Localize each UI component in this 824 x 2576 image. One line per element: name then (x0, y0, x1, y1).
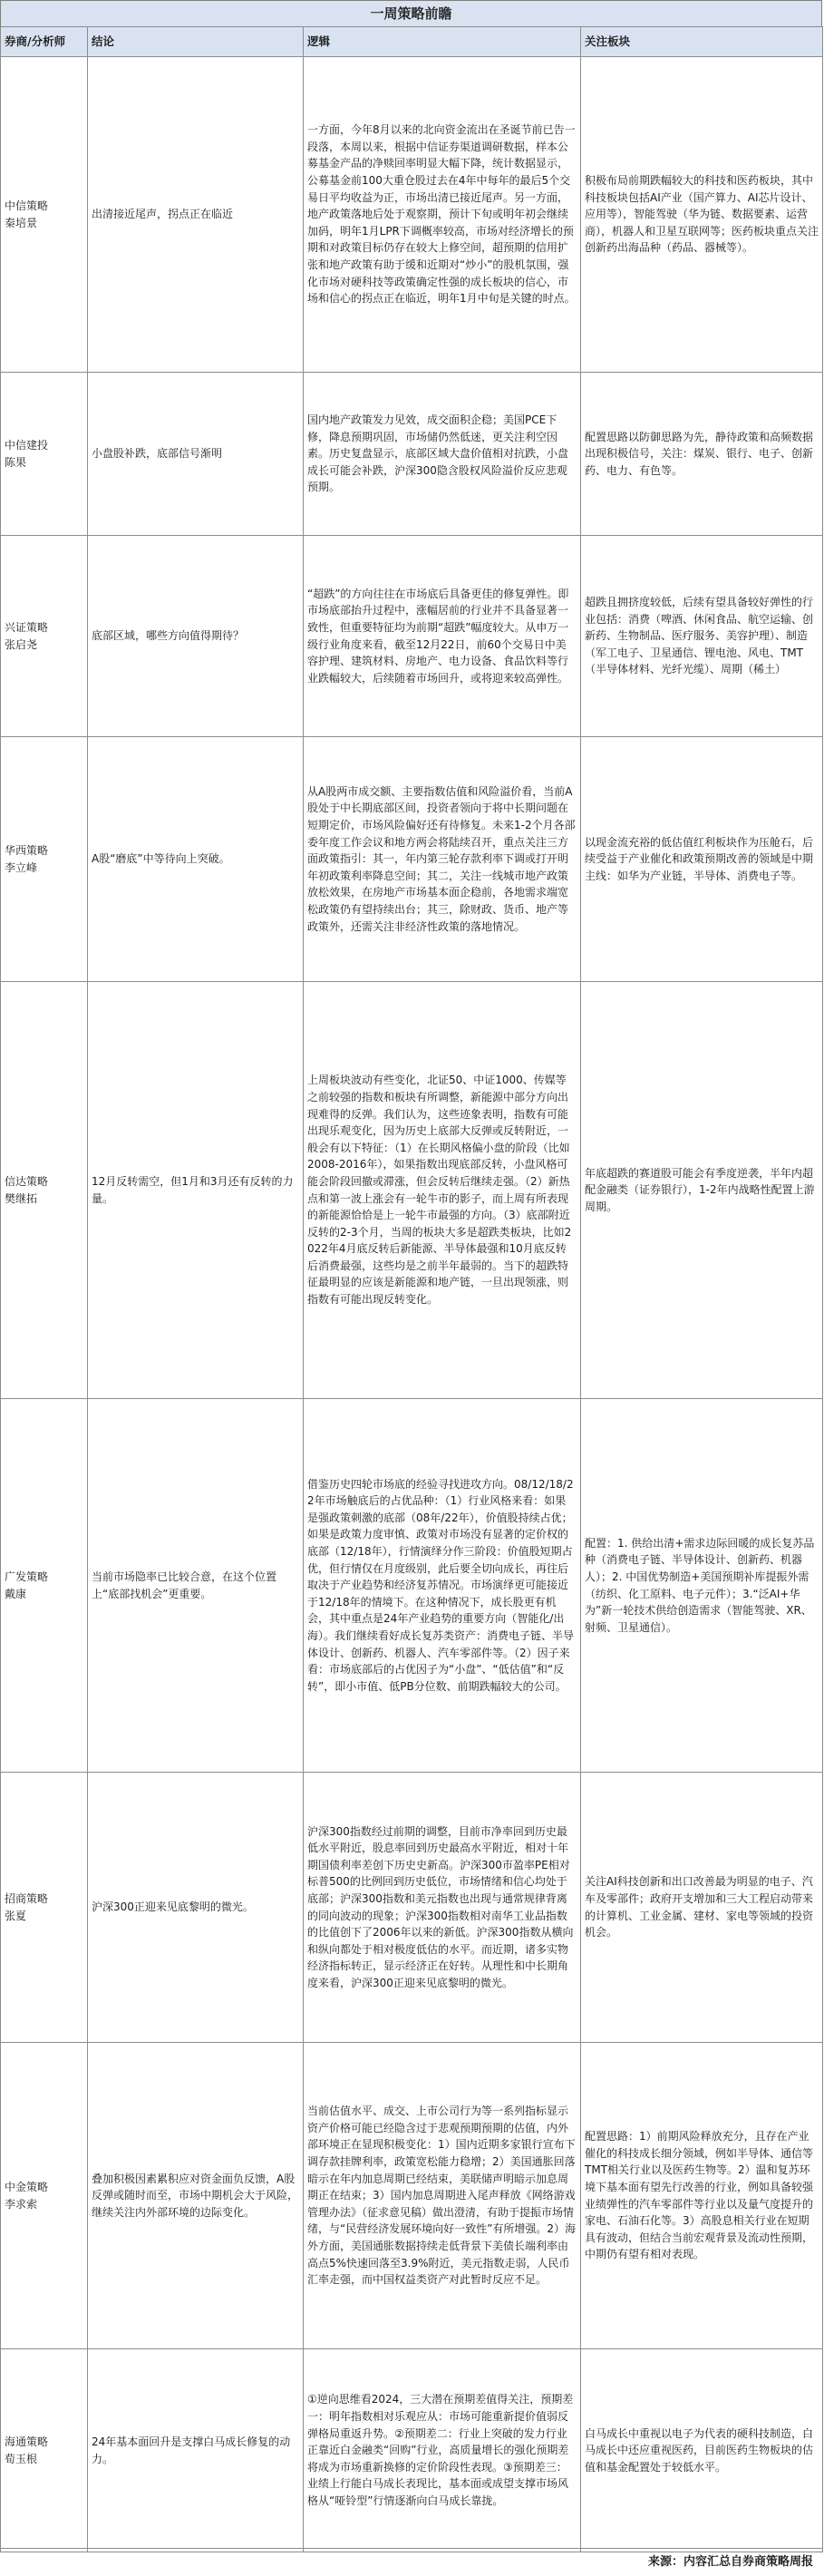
broker-cell: 招商策略 张夏 (1, 1773, 88, 2043)
focus-cell: 关注AI科技创新和出口改善最为明显的电子、汽车及零部件；政府开支增加和三大工程启动带来的计算机、工业金属、建材、家电等领域的投资机会。 (581, 1773, 823, 2043)
broker-cell: 华西策略 李立峰 (1, 737, 88, 982)
logic-cell: 上周板块波动有些变化，北证50、中证1000、传媒等之前较强的指数和板块有所调整，新能源中部分方向出现难得的反弹。我们认为，这些迹象表明，指数有可能出现乐观变化，因为历史上底部大反弹或反转附近，一般会有以下特征：（1）在长期风格偏小盘的阶段（比如2008-2016年），如果指数出现底部反转，小盘风格可能会阶段回撤或滞涨，但会反转后继续走强。（2）新热点和第一波上涨会有一轮牛市的影子，而上周有所表现的新能源恰恰是上一轮牛市最强的方向。（3）底部附近反转的2-3个月，当周的板块大多是超跌类板块，比如2022年4月底反转后新能源、半导体最强和10月底反转后消费最强，这些均是之前半年最弱的。当下的超跌特征最明显的应该是新能源和地产链，一旦出现领涨，则指数有可能出现反转变化。 (304, 982, 581, 1399)
table-row (1, 2349, 823, 2552)
conclusion-cell: 24年基本面回升是支撑白马成长修复的动力。 (88, 2349, 304, 2552)
broker-cell: 中金策略 李求索 (1, 2043, 88, 2349)
focus-cell: 超跌且拥挤度较低，后续有望具备较好弹性的行业包括：消费（啤酒、休闲食品、航空运输、创新药、生物制品、医疗服务、美容护理）、制造（军工电子、卫星通信、锂电池、风电、TMT（半导体材料、光纤光缆）、周期（稀土） (581, 536, 823, 737)
focus-cell: 白马成长中重视以电子为代表的硬科技制造，白马成长中还应重视医药，目前医药生物板块的估值和基金配置处于较低水平。 (581, 2349, 823, 2552)
logic-cell: 从A股两市成交额、主要指数估值和风险溢价看，当前A股处于中长期底部区间，投资者领向于将中长期问题在短期定价，市场风险偏好还有待修复。未来1-2个月各部委年度工作会议和地方两会将陆续召开，重点关注三方面政策指引：其一，年内第三轮存款利率下调或打开明年初政策利率降息空间；其二，关注一线城市地产政策放松效果，在房地产市场基本面企稳前，各地需求端宽松政策仍有望持续出台；其三，除财政、货币、地产等政策外，还需关注非经济性政策的落地情况。 (304, 737, 581, 982)
focus-cell: 积极布局前期跌幅较大的科技和医药板块，其中科技板块包括AI产业（国产算力、AI芯片设计、应用等），智能驾驶（华为链、数据要素、运营商），机器人和卫星互联网等；医药板块重点关注创新药出海品种（药品、器械等）。 (581, 57, 823, 373)
conclusion-cell: A股“磨底”中等待向上突破。 (88, 737, 304, 982)
header-broker: 券商/分析师 (1, 27, 88, 57)
strategy-table (0, 26, 823, 2552)
focus-cell: 年底超跌的赛道股可能会有季度逆袭，半年内超配金融类（证券银行），1-2年内战略性配置上游周期。 (581, 982, 823, 1399)
conclusion-cell: 出清接近尾声，拐点正在临近 (88, 57, 304, 373)
conclusion-cell: 当前市场隐率已比较合意，在这个位置上“底部找机会”更重要。 (88, 1399, 304, 1773)
header-focus: 关注板块 (581, 27, 823, 57)
logic-cell: 借鉴历史四轮市场底的经验寻找进攻方向。08/12/18/22年市场触底后的占优品种：（1）行业风格来看：如果是强政策刺激的底部（08年/22年），价值股持续占优；如果是政策力度审慎、政策对市场没有显著的定价权的底部（12/18年），行情演绎分作三阶段：价值股短期占优，但行情仅在月度级别，此后要全切向成长，再往后取决于产业趋势和经济复苏情况。市场演绎更可能接近于12/18年的情境下。在这种情况下，成长股更有机会，其中重点是24年产业趋势的重要方向（智能化/出海）。我们继续看好成长复苏类资产：消费电子链、半导体设计、创新药、机器人、汽车零部件等。（2）因子来看：市场底部后的占优因子为“小盘”、“低估值”和“反转”，即小市值、低PB分位数、前期跌幅较大的公司。 (304, 1399, 581, 1773)
table-row (1, 373, 823, 536)
focus-cell: 配置思路：1）前期风险释放充分，且存在产业催化的科技成长细分领域，例如半导体、通信等TMT相关行业以及医药生物等。2）温和复苏环境下基本面有望先行改善的行业，例如具备较强业绩弹性的汽车零部件等行业以及量气度提升的家电、石油石化等。3）高股息相关行业在短期具有波动，但结合当前宏观背景及流动性预期，中期仍有望有相对表现。 (581, 2043, 823, 2349)
broker-cell: 中信策略 秦培景 (1, 57, 88, 373)
table-row (1, 1773, 823, 2043)
header-conclusion: 结论 (88, 27, 304, 57)
logic-cell: 一方面，今年8月以来的北向资金流出在圣诞节前已告一段落，本周以来，根据中信证券渠道调研数据，样本公募基金产品的净赎回率明显大幅下降，统计数据显示，公募基金前100大重仓股过去在4年中每年的最后5个交易日平均收益为正，市场出清已接近尾声。另一方面，地产政策落地后处于观察期，预计下旬或明年初会继续加码，明年1月LPR下调概率较高，市场对经济增长的预期和对政策目标仍存在较大上修空间，超预期的信用扩张和地产政策有助于缓和近期对“炒小”的股机氛围，强化市场对硬科技等政策确定性强的成长板块的信心，市场和信心的拐点正在临近，明年1月中旬是关键的时点。 (304, 57, 581, 373)
broker-cell: 海通策略 荀玉根 (1, 2349, 88, 2552)
table-row (1, 2043, 823, 2349)
logic-cell: 国内地产政策发力见效，成交面积企稳；美国PCE下修，降息预期巩固，市场储仍然低迷，更关注利空因素。历史复盘显示，底部区域大盘价值相对抗跌，小盘成长可能会补跌，沪深300隐含股权风险溢价反应悲观预期。 (304, 373, 581, 536)
conclusion-cell: 12月反转需空，但1月和3月还有反转的力量。 (88, 982, 304, 1399)
logic-cell: 当前估值水平、成交、上市公司行为等一系列指标显示资产价格可能已经隐含过于悲观预期预期的估值，内外部环境正在显现积极变化：1）国内近期多家银行宣布下调存款挂牌利率，政策宽松能力稳增；2）美国通胀回落暗示在年内加息周期已经结束，美联储声明暗示加息周期正在结束；3）国内加息周期进入尾声释放《网络游戏管理办法》（征求意见稿）做出澄清，有助于提振市场情绪，与“民营经济发展环境向好一致性”有所增强。2）海外方面，美国通胀数据持续走低背景下美债长端利率由高点5%快速回落至3.9%附近，美元指数走弱，人民币汇率走强，而中国权益类资产对此暂时反应不足。 (304, 2043, 581, 2349)
conclusion-cell: 底部区域，哪些方向值得期待？ (88, 536, 304, 737)
header-logic: 逻辑 (304, 27, 581, 57)
source-text: 来源：内容汇总自券商策略周报 (647, 2555, 813, 2569)
logic-cell: “超跌”的方向往往在市场底后具备更佳的修复弹性。即市场底部抬升过程中，涨幅居前的行业并不具备显著一致性，但重要特征均为前期“超跌”幅度较大。从申万一级行业角度来看，截至12月22日，前60个交易日中美容护理、建筑材料、房地产、电力设备、食品饮料等行业跌幅较大，后续随着市场回升，或将迎来较高弹性。 (304, 536, 581, 737)
broker-cell: 中信建投 陈果 (1, 373, 88, 536)
broker-cell: 兴证策略 张启尧 (1, 536, 88, 737)
logic-cell: ①逆向思维看2024，三大潜在预期差值得关注，预期差一：明年指数相对乐观应从：市场可能重新提价值弱反弹格局重返升势。②预期差二：行业上突破的发力行业正靠近白金融类“回购”行业，高质量增长的强化预期差将成为市场重新换修的定价阶段性表现。③预期差三：业绩上行能白马成长表现比，基本面或成望支撑市场风格从“哑铃型”行情逐渐向白马成长靠拢。 (304, 2349, 581, 2552)
table-row (1, 536, 823, 737)
focus-cell: 配置：1. 供给出清+需求边际回暖的成长复苏品种（消费电子链、半导体设计、创新药、机器人）；2. 中国优势制造+美国预期补库提振外需（纺织、化工原料、电子元件）；3.“泛AI+华为”新一轮技术供给创造需求（智能驾驶、XR、射频、卫星通信）。 (581, 1399, 823, 1773)
conclusion-cell: 小盘股补跌，底部信号渐明 (88, 373, 304, 536)
focus-cell: 以现金流充裕的低估值红利板块作为压舱石，后续受益于产业催化和政策预期改善的领域是中期主线：如华为产业链，半导体、消费电子等。 (581, 737, 823, 982)
conclusion-cell: 叠加积极因素累积应对资金面负反馈，A股反弹或随时而至，市场中期机会大于风险，继续关注内外部环境的边际变化。 (88, 2043, 304, 2349)
table-row (1, 737, 823, 982)
broker-cell: 广发策略 戴康 (1, 1399, 88, 1773)
header-row (1, 27, 823, 57)
conclusion-cell: 沪深300正迎来见底黎明的微光。 (88, 1773, 304, 2043)
table-row (1, 1399, 823, 1773)
focus-cell: 配置思路以防御思路为先，静待政策和高频数据出现积极信号，关注：煤炭、银行、电子、创新药、电力、有色等。 (581, 373, 823, 536)
table-row (1, 57, 823, 373)
logic-cell: 沪深300指数经过前期的调整，目前市净率回到历史最低水平附近，股息率回到历史最高水平附近，相对十年期国债利率差创下历史史新高。沪深300市盈率PE相对标普500的比例回到历史低位，市场情绪和信心均处于底部；沪深300指数和美元指数也出现与通常规律背离的同向波动的现象；沪深300指数相对南华工业品指数的比值创下了2006年以来的新低。沪深300指数从横向和纵向都处于相对极度低估的水平。而近期，诸多实物经济指标转正，显示经济正在好转。从理性和中长期角度来看，沪深300正迎来见底黎明的微光。 (304, 1773, 581, 2043)
broker-cell: 信达策略 樊继拓 (1, 982, 88, 1399)
table-title: 一周策略前瞻 (0, 0, 822, 27)
source-note (0, 2548, 822, 2576)
table-row (1, 982, 823, 1399)
